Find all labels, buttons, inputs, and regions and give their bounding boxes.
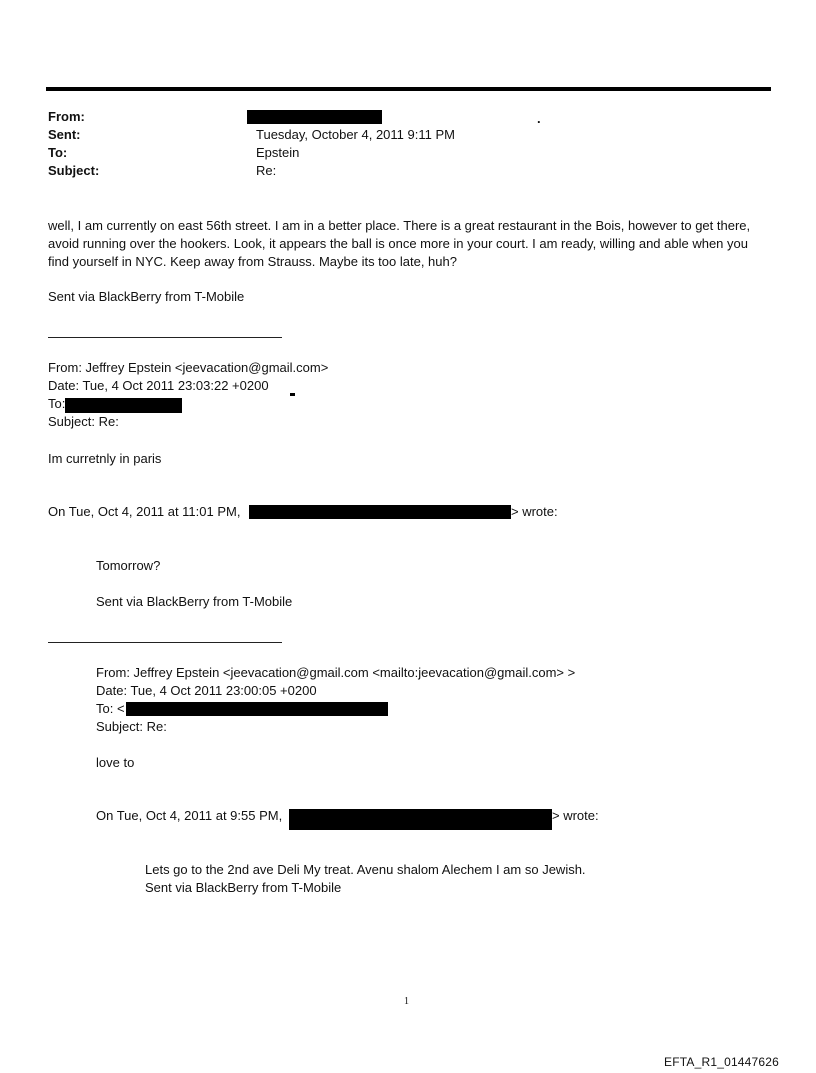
quote3-wrote-suffix: > wrote: xyxy=(552,808,599,823)
subject-label: Subject: xyxy=(48,163,100,178)
quote1-date: Date: Tue, 4 Oct 2011 23:03:22 +0200 xyxy=(48,378,269,393)
page-number: 1 xyxy=(404,996,409,1007)
quote1-from: From: Jeffrey Epstein <jeevacation@gmail.com> xyxy=(48,360,329,375)
quote3-wrote-prefix: On Tue, Oct 4, 2011 at 9:55 PM, xyxy=(96,808,283,823)
header-rule xyxy=(46,87,771,91)
quote2-signature: Sent via BlackBerry from T-Mobile xyxy=(96,594,293,609)
quote4-line2: Sent via BlackBerry from T-Mobile xyxy=(145,880,342,895)
separator-1 xyxy=(48,337,282,338)
quote1-wrote-suffix: > wrote: xyxy=(511,504,558,519)
quote1-body: Im curretnly in paris xyxy=(48,451,162,466)
subject-value: Re: xyxy=(256,163,277,178)
quote1-to: To: xyxy=(48,396,66,411)
quote1-wrote-prefix: On Tue, Oct 4, 2011 at 11:01 PM, xyxy=(48,504,241,519)
quote3-subject: Subject: Re: xyxy=(96,719,167,734)
to-label: To: xyxy=(48,145,68,160)
quote1-subject: Subject: Re: xyxy=(48,414,119,429)
sent-value: Tuesday, October 4, 2011 9:11 PM xyxy=(256,127,455,142)
quote3-date: Date: Tue, 4 Oct 2011 23:00:05 +0200 xyxy=(96,683,317,698)
from-label: From: xyxy=(48,109,85,124)
sent-label: Sent: xyxy=(48,127,81,142)
quote4-line1: Lets go to the 2nd ave Deli My treat. Avenu shalom Alechem I am so Jewish. xyxy=(145,862,586,877)
quote3-from: From: Jeffrey Epstein <jeevacation@gmail.com <mailto:jeevacation@gmail.com> > xyxy=(96,665,576,680)
redaction-quote1-to xyxy=(65,398,182,413)
separator-2 xyxy=(48,642,282,643)
to-value: Epstein xyxy=(256,145,300,160)
redaction-from xyxy=(247,110,382,124)
redaction-quote3-wrote xyxy=(289,809,552,830)
quote3-to: To: < xyxy=(96,701,125,716)
quote2-body: Tomorrow? xyxy=(96,558,161,573)
document-id: EFTA_R1_01447626 xyxy=(664,1055,780,1069)
redaction-quote1-wrote xyxy=(249,505,511,519)
stray-mark: . xyxy=(537,111,541,126)
body-signature: Sent via BlackBerry from T-Mobile xyxy=(48,289,245,304)
body-paragraph: well, I am currently on east 56th street. I am in a better place. There is a great restaurant in the Bois, however to get there, avoid running over the hookers. Look, it appears the ball is once more in your court. I am ready, willing and able when you find yourself in NYC. Keep away from Strauss. Maybe its too late, huh? xyxy=(48,218,751,269)
quote3-body: love to xyxy=(96,755,135,770)
redaction-quote3-to xyxy=(126,702,388,716)
redaction-mark xyxy=(290,393,295,396)
